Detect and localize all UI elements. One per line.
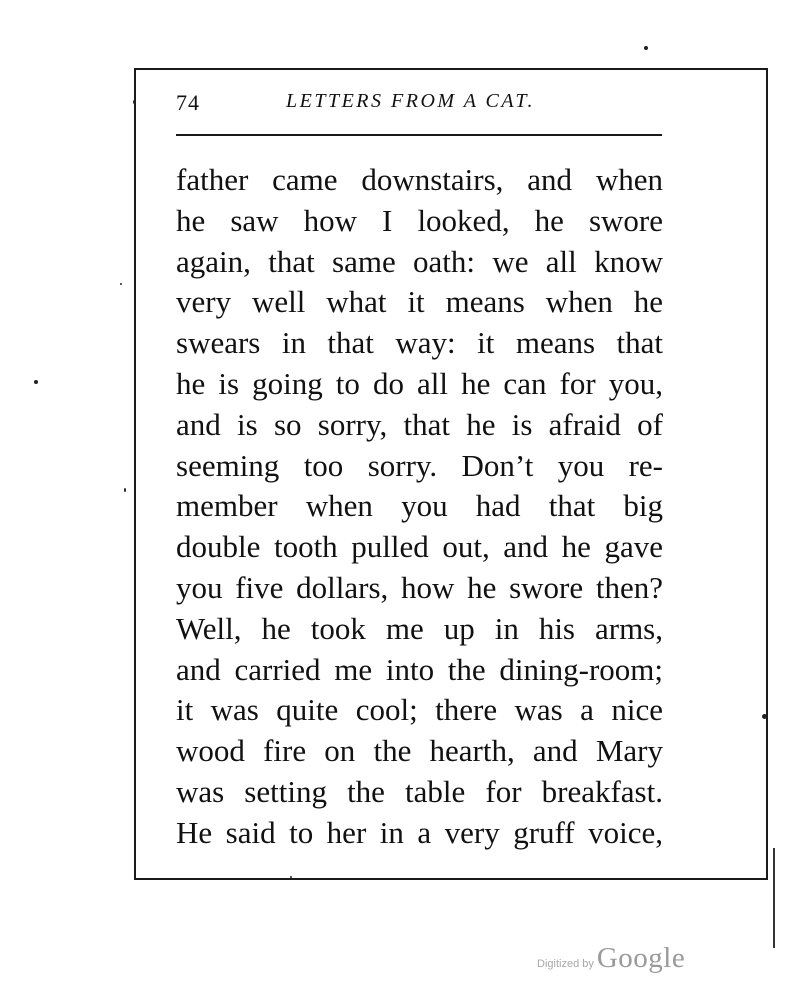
header-rule xyxy=(176,134,662,136)
text-line-2: he saw how I looked, he swore xyxy=(176,202,663,238)
text-line-3: again, that same oath: we all know xyxy=(176,243,663,279)
text-line-13: and carried me into the dining-room; xyxy=(176,651,663,687)
text-line-5: swears in that way: it means that xyxy=(176,325,663,361)
text-line-7: and is so sorry, that he is afraid of xyxy=(176,406,663,442)
running-head xyxy=(176,86,662,126)
scan-edge-mark xyxy=(773,848,775,948)
text-line-8: seeming too sorry. Don’t you re- xyxy=(176,447,663,483)
page-number: 74 xyxy=(176,90,200,115)
body-text xyxy=(176,160,663,854)
scan-speck xyxy=(120,283,122,285)
text-line-6: he is going to do all he can for you, xyxy=(176,365,663,401)
scan-speck xyxy=(644,46,648,50)
scan-speck xyxy=(34,380,38,384)
watermark-prefix: Digitized by xyxy=(537,958,594,970)
running-title: LETTERS FROM A CAT. xyxy=(286,90,536,112)
scan-speck xyxy=(762,714,767,719)
text-line-4: very well what it means when he xyxy=(176,284,663,320)
text-line-1: father came downstairs, and when xyxy=(176,162,663,197)
text-line-15: wood fire on the hearth, and Mary xyxy=(176,733,663,769)
google-logo: Google xyxy=(596,942,686,974)
text-line-12: Well, he took me up in his arms, xyxy=(176,610,663,646)
scan-speck xyxy=(133,100,136,104)
text-line-10: double tooth pulled out, and he gave xyxy=(176,529,663,565)
text-line-11: you five dollars, how he swore then? xyxy=(176,569,663,605)
text-line-17: He said to her in a very gruff voice, xyxy=(176,814,663,850)
text-line-16: was setting the table for breakfast. xyxy=(176,773,663,809)
text-line-14: it was quite cool; there was a nice xyxy=(176,692,663,728)
text-line-9: member when you had that big xyxy=(176,488,663,524)
google-watermark xyxy=(537,942,685,982)
scan-speck xyxy=(290,876,292,878)
scan-speck xyxy=(124,488,126,492)
